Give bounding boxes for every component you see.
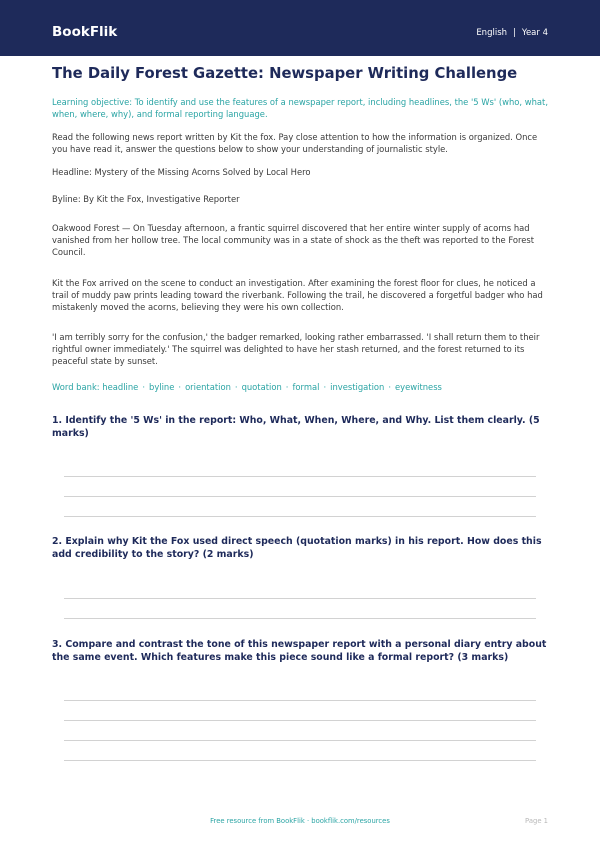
learning-objective: Learning objective: To identify and use the features of a newspaper report, including headlines, the '5 Ws' (who, what, when, where, why), and formal reporting language. (52, 97, 548, 119)
word-bank: Word bank: headline · byline · orientation · quotation · formal · investigation · eyewitness (52, 382, 442, 392)
word-bank-word: formal (292, 382, 320, 392)
answer-line[interactable] (64, 476, 536, 477)
answer-line[interactable] (64, 496, 536, 497)
answer-line[interactable] (64, 720, 536, 721)
report-paragraph-1: Oakwood Forest — On Tuesday afternoon, a frantic squirrel discovered that her entire winter supply of acorns had vanished from her hollow tree. The local community was in a state of shock as the theft was reported to the Forest Council. (52, 223, 535, 257)
worksheet-title: The Daily Forest Gazette: Newspaper Writing Challenge (52, 65, 518, 82)
answer-line[interactable] (64, 516, 536, 517)
answer-line[interactable] (64, 760, 536, 761)
word-bank-word: orientation (185, 382, 231, 392)
subject-label: English (476, 28, 508, 38)
word-bank-word: eyewitness (395, 382, 442, 392)
answer-line[interactable] (64, 618, 536, 619)
page-number: Page 1 (525, 817, 548, 825)
answer-line[interactable] (64, 700, 536, 701)
answer-line[interactable] (64, 740, 536, 741)
word-bank-word: quotation (241, 382, 282, 392)
word-bank-word: investigation (330, 382, 385, 392)
question-3: 3. Compare and contrast the tone of this newspaper report with a personal diary entry about the same event. Which features make this piece sound like a formal report? (3 marks) (52, 639, 547, 663)
answer-line[interactable] (64, 598, 536, 599)
report-byline: Byline: By Kit the Fox, Investigative Reporter (52, 194, 240, 204)
word-bank-word: byline (149, 382, 175, 392)
report-paragraph-2: Kit the Fox arrived on the scene to conduct an investigation. After examining the forest floor for clues, he noticed a trail of muddy paw prints leading toward the riverbank. Following the trail, he discovered a forgetful badger who had mistakenly moved the acorns, believing they were his own collection. (52, 278, 543, 312)
report-headline: Headline: Mystery of the Missing Acorns Solved by Local Hero (52, 167, 311, 177)
report-paragraph-3: 'I am terribly sorry for the confusion,' the badger remarked, looking rather embarrassed. 'I shall return them to their rightful owner immediately.' The squirrel was delighted to have her stash returned, and the forest returned to its peaceful state by sunset. (52, 332, 540, 366)
page-header (0, 0, 600, 56)
meta-separator: | (513, 28, 516, 38)
question-2: 2. Explain why Kit the Fox used direct speech (quotation marks) in his report. How does this add credibility to the story? (2 marks) (52, 536, 542, 560)
year-label: Year 4 (521, 28, 548, 38)
instructions: Read the following news report written by Kit the fox. Pay close attention to how the information is organized. Once you have read it, answer the questions below to show your understanding of journalistic style. (52, 132, 538, 154)
footer-credit[interactable]: Free resource from BookFlik · bookflik.com/resources (210, 817, 390, 825)
word-bank-word: headline (102, 382, 139, 392)
brand-logo[interactable]: BookFlik (52, 24, 118, 40)
subject-year-label (476, 28, 548, 38)
word-bank-label: Word bank: (52, 382, 100, 392)
question-1: 1. Identify the '5 Ws' in the report: Who, What, When, Where, and Why. List them clearly. (5 marks) (52, 415, 540, 439)
